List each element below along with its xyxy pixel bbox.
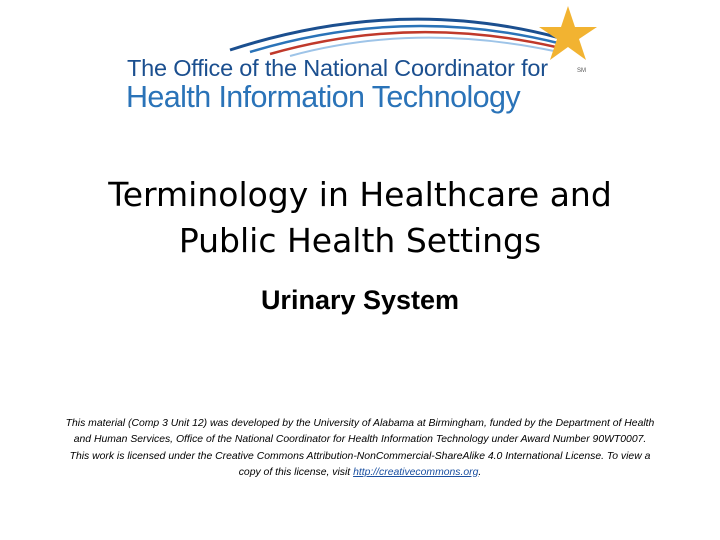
- license-link[interactable]: http://creativecommons.org: [353, 466, 479, 478]
- slide-footer: [60, 416, 660, 482]
- attribution-text: This material (Comp 3 Unit 12) was developed by the University of Alabama at Birmingham, funded by the Department of Health and Human Services, Office of the National Coordinator for Health Information Technology under Award Number 90WT0007.: [65, 418, 655, 445]
- logo-program-name: Health Information Technology: [126, 80, 521, 114]
- logo-office-name: The Office of the National Coordinator for: [127, 55, 548, 81]
- onc-logo: [120, 0, 600, 120]
- slide-subtitle: Urinary System: [260, 285, 460, 315]
- star-icon: [539, 6, 597, 60]
- license-text: [60, 449, 660, 480]
- license-text-end: .: [478, 466, 482, 478]
- slide-title-line1: Terminology in Healthcare and: [108, 175, 612, 214]
- license-text-body: This work is licensed under the Creative Commons Attribution-NonCommercial-ShareAlike 4.0 International License. To view a copy of this license, visit: [69, 451, 651, 478]
- service-mark: SM: [577, 68, 586, 74]
- slide-title-line2: Public Health Settings: [178, 221, 542, 260]
- slide-title: [0, 172, 720, 264]
